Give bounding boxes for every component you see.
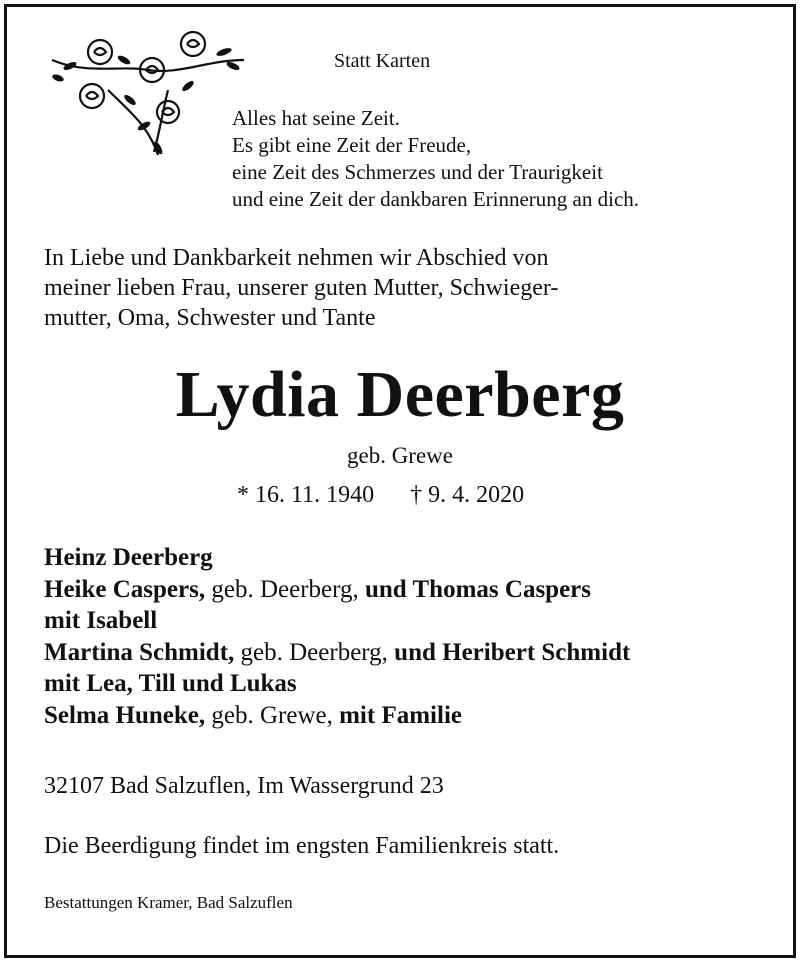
poem-line: Es gibt eine Zeit der Freude,: [232, 133, 472, 157]
mourner-line: mit Isabell: [44, 607, 158, 634]
life-dates: [237, 482, 524, 509]
birth-name: geb. Grewe: [346, 443, 453, 468]
intro-line: meiner lieben Frau, unserer guten Mutter, Schwieger-: [44, 275, 559, 301]
mourners-list: [44, 542, 630, 731]
poem-line: Alles hat seine Zeit.: [232, 106, 400, 130]
intro-line: mutter, Oma, Schwester und Tante: [44, 305, 376, 331]
funeral-note: Die Beerdigung findet im engsten Familienkreis statt.: [44, 833, 560, 859]
roses-icon: [48, 30, 248, 160]
address: 32107 Bad Salzuflen, Im Wassergrund 23: [44, 773, 444, 799]
notice-header: Statt Karten: [334, 50, 431, 72]
birth-date: * 16. 11. 1940: [237, 482, 375, 508]
poem-line: und eine Zeit der dankbaren Erinnerung an dich.: [232, 187, 640, 211]
mourner-line: Selma Huneke, geb. Grewe, mit Familie: [44, 701, 462, 729]
mourner-line: Heike Caspers, geb. Deerberg, und Thomas Caspers: [44, 575, 592, 603]
mourner-line: mit Lea, Till und Lukas: [44, 670, 297, 697]
deceased-name: Lydia Deerberg: [175, 358, 625, 431]
mourner-line: Martina Schmidt, geb. Deerberg, und Heribert Schmidt: [44, 638, 631, 666]
poem-line: eine Zeit des Schmerzes und der Traurigkeit: [232, 160, 603, 184]
poem: [232, 105, 639, 213]
intro-line: In Liebe und Dankbarkeit nehmen wir Abschied von: [44, 245, 549, 271]
undertaker: Bestattungen Kramer, Bad Salzuflen: [44, 893, 293, 912]
death-date: † 9. 4. 2020: [410, 482, 525, 508]
mourner-line: Heinz Deerberg: [44, 544, 213, 571]
intro-text: [44, 243, 558, 333]
